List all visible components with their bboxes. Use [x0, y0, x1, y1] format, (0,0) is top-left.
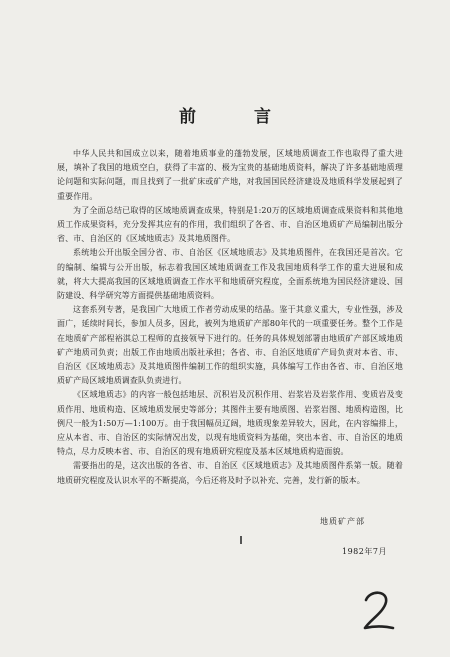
- stray-mark: [240, 536, 242, 544]
- page-title: 前 言: [179, 107, 297, 127]
- paragraph-6: 需要指出的是，这次出版的各省、市、自治区《区域地质志》及其地质图件系第一版。随着地质研究程度及认识水平的不断提高，今后还将及时予以补充、完善，发行新的版本。: [57, 461, 403, 485]
- preface-body: [57, 147, 403, 488]
- paragraph-1: 中华人民共和国成立以来，随着地质事业的蓬勃发展，区域地质调查工作也取得了重大进展，填补了我国的地质空白，获得了丰富的、极为宝贵的基础地质资料，解决了许多基础地质理论问题和实际问题，而且找到了一批矿床或矿产地，对我国国民经济建设及地质科学发展起到了重要作用。: [57, 149, 403, 201]
- signature-date: 1982年7月: [342, 547, 387, 556]
- paragraph-3: 系统地公开出版全国分省、市、自治区《区域地质志》及其地质图件，在我国还是首次。它的编制、编辑与公开出版，标志着我国区域地质调查工作及我国地质科学工作的重大进展和成就，将大大提高我国的区域地质调查工作水平和地质研究程度，全面系统地为国民经济建设、国防建设、科学研究等方面提供基础地质资料。: [57, 248, 403, 301]
- signature-org: 地质矿产部: [320, 517, 365, 526]
- paragraph-5: 《区域地质志》的内容一般包括地层、沉积岩及沉积作用、岩浆岩及岩浆作用、变质岩及变质作用、地质构造、区域地质发展史等部分；其图件主要有地质图、岩浆岩图、地质构造图，比例尺一般为1:50万—1:100万。由于我国幅员辽阔，地质现象差异较大，因此，在内容编排上，应从本省、市、自治区的实际情况出发，以现有地质资料为基础，突出本省、市、自治区的地质特点，尽力反映本省、市、自治区的现有地质研究程度及基本区域地质构造面貌。: [57, 390, 403, 457]
- paragraph-4: 这套系列专著，是我国广大地质工作者劳动成果的结晶。鉴于其意义重大，专业性强，涉及面广，延续时间长，参加人员多，因此，被列为地质矿产部80年代的一项重要任务。整个工作是在地质矿产部程裕淇总工程师的直接领导下进行的。任务的具体规划部署由地质矿产部区域地质矿产地质司负责；出版工作由地质出版社承担；各省、市、自治区地质矿产局负责对本省、市、自治区《区域地质志》及其地质图件编制工作的组织实施，具体编写工作由各省、市、自治区地质矿产局区域地质调查队负责进行。: [57, 305, 403, 386]
- paragraph-2: 为了全面总结已取得的区域地质调查成果，特别是1:20万的区域地质调查成果资料和其他地质工作成果资料，充分发挥其应有的作用，我们组织了各省、市、自治区地质矿产局编制出版分省、市、自治区的《区域地质志》及其地质图件。: [57, 205, 403, 244]
- handwritten-page-number: [360, 588, 396, 632]
